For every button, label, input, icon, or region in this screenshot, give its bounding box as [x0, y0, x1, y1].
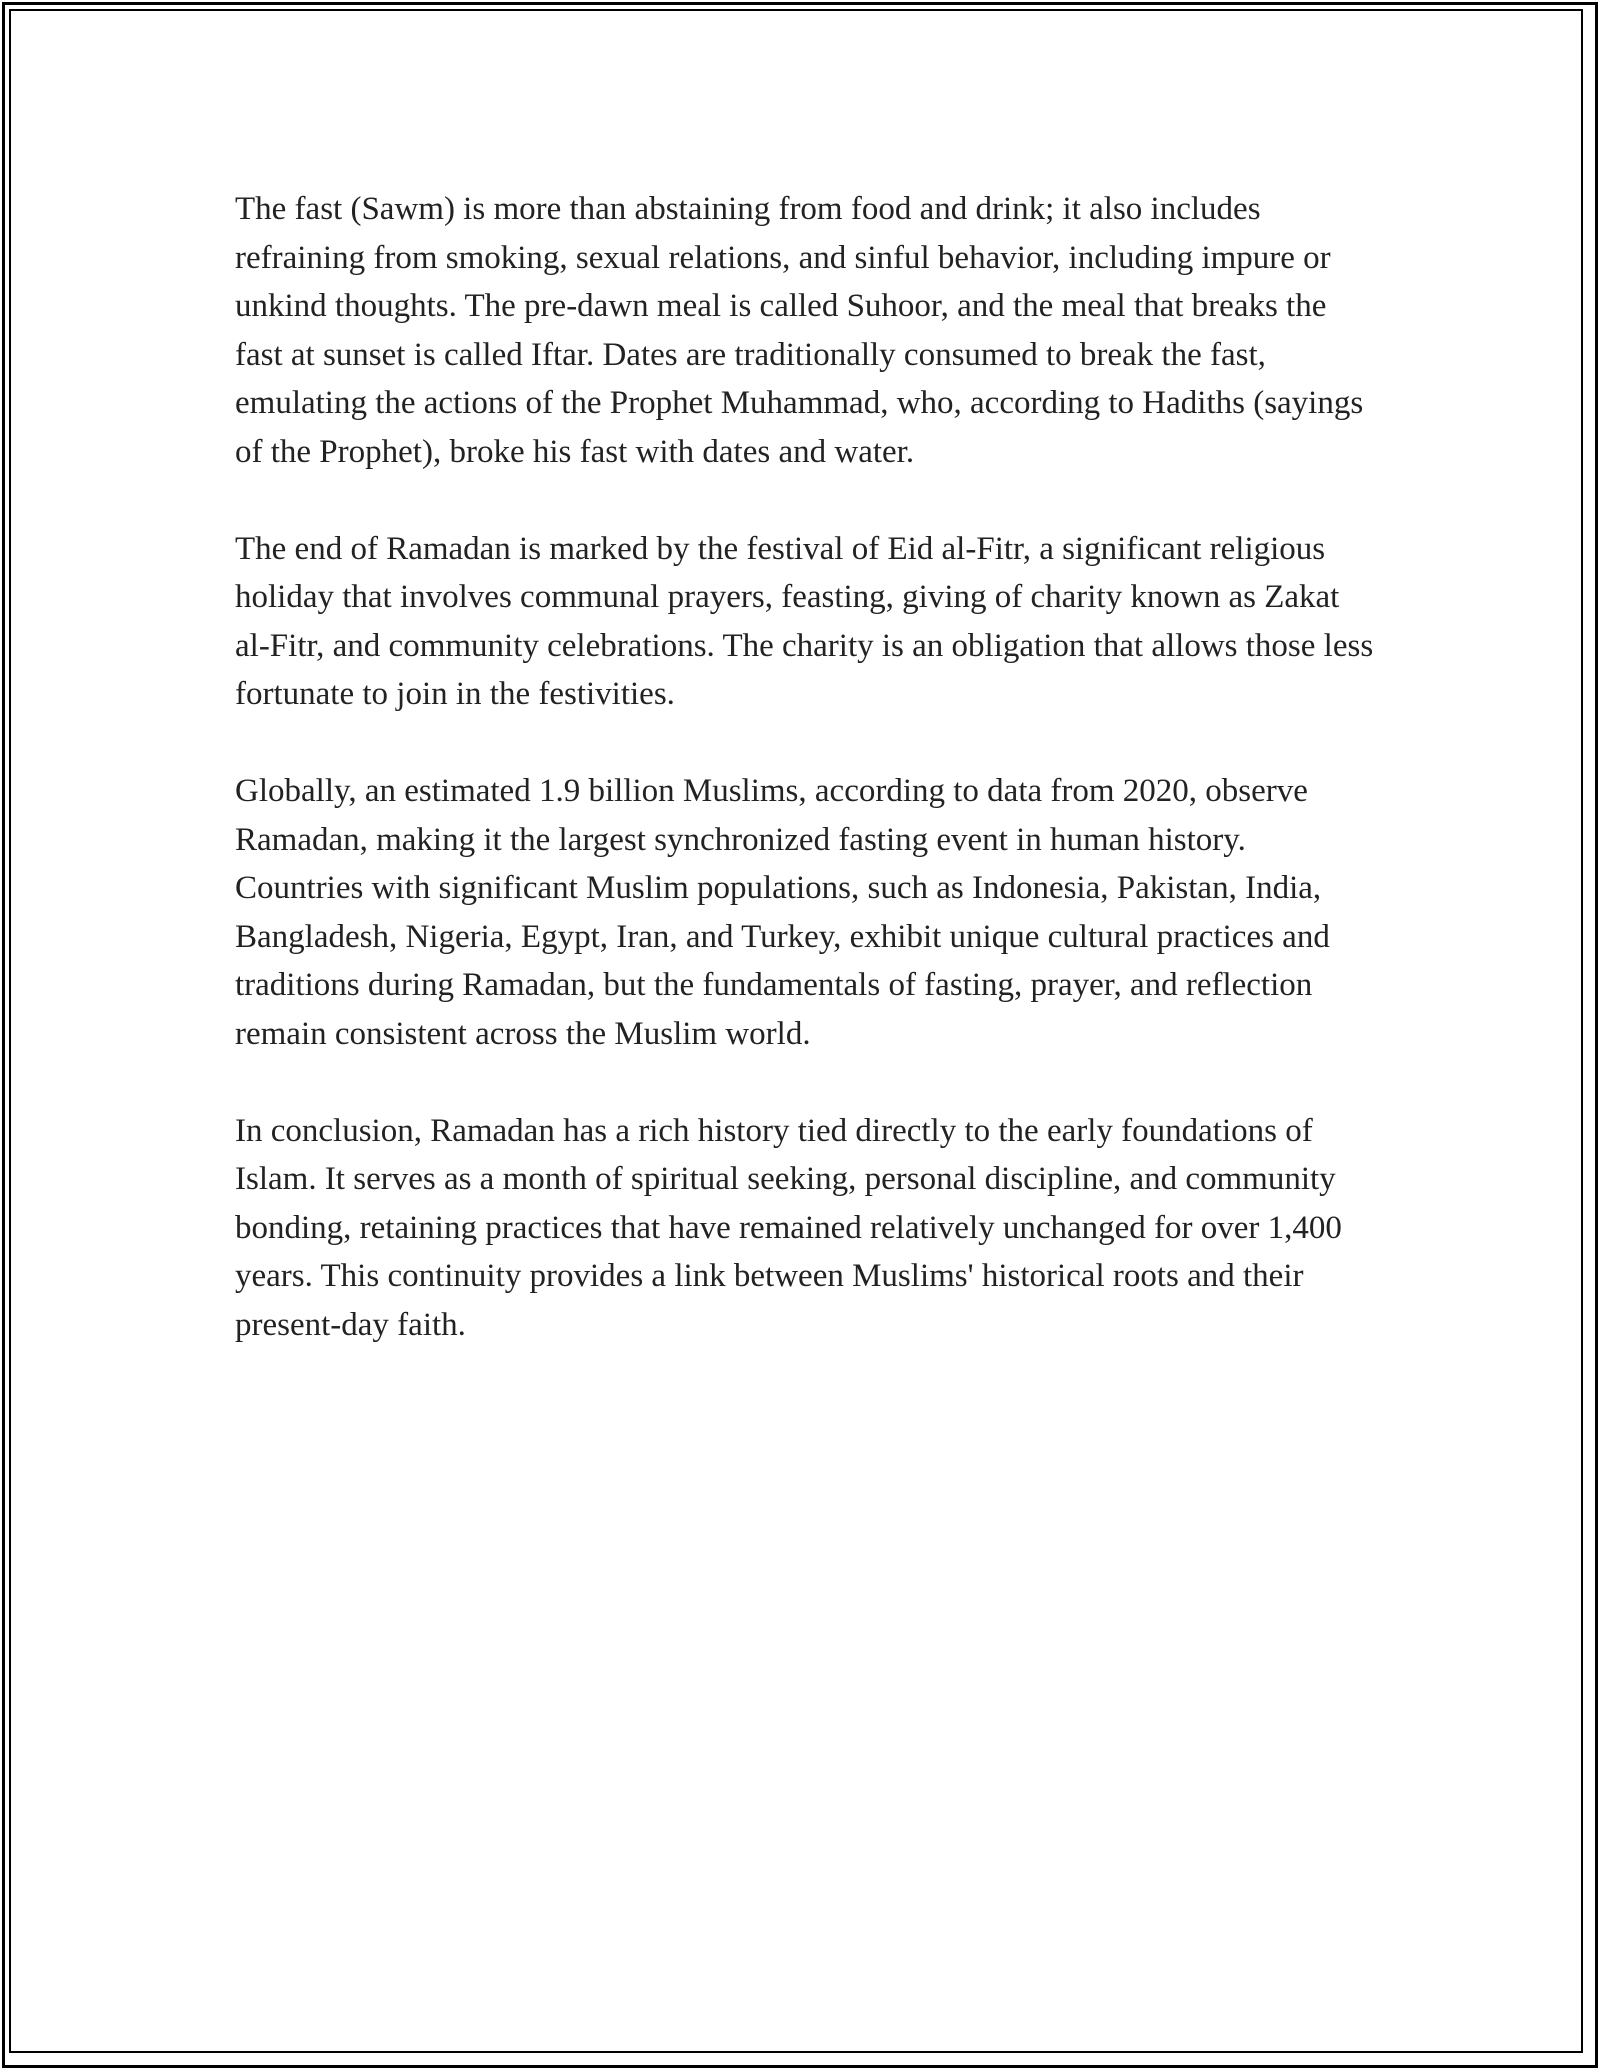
paragraph-conclusion: In conclusion, Ramadan has a rich history tied directly to the early foundations of Islam. It serves as a month of spiritual seeking, personal discipline, and community bonding, retaining practices that have remained relatively unchanged for over 1,400 years. This continuity provides a link between Muslims' historical roots and their present-day faith.: [235, 1112, 1342, 1343]
paragraph-global-observance: Globally, an estimated 1.9 billion Muslims, according to data from 2020, observe Ramadan, making it the largest synchronized fasting event in human history. Countries with significant Muslim populations, such as Indonesia, Pakistan, India, Bangladesh, Nigeria, Egypt, Iran, and Turkey, exhibit unique cultural practices and traditions during Ramadan, but the fundamentals of fasting, prayer, and reflection remain consistent across the Muslim world.: [235, 773, 1330, 1052]
paragraph-eid-al-fitr: The end of Ramadan is marked by the festival of Eid al-Fitr, a significant religious holiday that involves communal prayers, feasting, giving of charity known as Zakat al-Fitr, and community celebrations. The charity is an obligation that allows those less fortunate to join in the festivities.: [235, 530, 1374, 712]
paragraph-fasting: The fast (Sawm) is more than abstaining from food and drink; it also includes refraining from smoking, sexual relations, and sinful behavior, including impure or unkind thoughts. The pre-dawn meal is called Suhoor, and the meal that breaks the fast at sunset is called Iftar. Dates are traditionally consumed to break the fast, emulating the actions of the Prophet Muhammad, who, according to Hadiths (sayings of the Prophet), broke his fast with dates and water.: [235, 191, 1364, 470]
document-body: [235, 185, 1375, 1398]
